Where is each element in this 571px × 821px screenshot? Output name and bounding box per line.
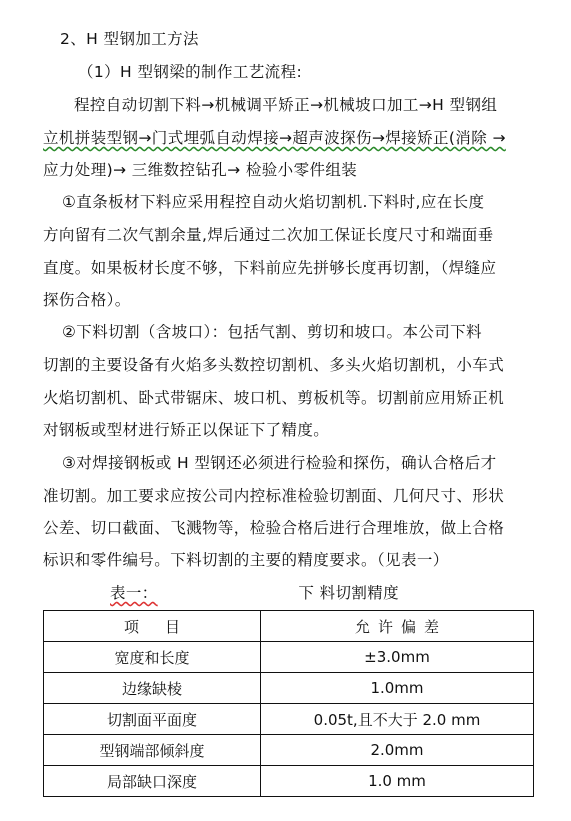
flow-line-2 [0, 128, 571, 148]
table-cell-tolerance: 1.0mm [261, 673, 534, 704]
para-2-line-1: ②下料切割（含坡口）：包括气割、剪切和坡口。本公司下料 [62, 323, 482, 341]
table-cell-item: 局部缺口深度 [44, 766, 261, 797]
tolerance-table [43, 610, 534, 797]
table-caption-row [0, 583, 571, 603]
table-row [44, 704, 534, 735]
table-header-row [44, 611, 534, 642]
table-cell-tolerance: ±3.0mm [261, 642, 534, 673]
para-1-line-4: 探伤合格）。 [43, 291, 131, 309]
flow-line-1: 程控自动切割下料→机械调平矫正→机械坡口加工→H 型钢组 [74, 96, 498, 114]
para-3-line-4: 标识和零件编号。下料切割的主要的精度要求。（见表一） [43, 551, 449, 569]
para-3-line-3: 公差、切口截面、飞溅物等，检验合格后进行合理堆放，做上合格 [43, 519, 505, 537]
table-cell-item: 型钢端部倾斜度 [44, 735, 261, 766]
para-1-line-2: 方向留有二次气割余量,焊后通过二次加工保证长度尺寸和端面垂 [43, 226, 494, 244]
table-row [44, 642, 534, 673]
table-row [44, 673, 534, 704]
para-1-line-3: 直度。如果板材长度不够，下料前应先拼够长度再切割，（焊缝应 [43, 259, 497, 277]
subsection-heading: （1）H 型钢梁的制作工艺流程: [78, 63, 303, 81]
header-tolerance: 允许偏差 [261, 611, 534, 642]
para-2-line-2: 切割的主要设备有火焰多头数控切割机、多头火焰切割机，小车式 [43, 356, 505, 374]
table-cell-item: 切割面平面度 [44, 704, 261, 735]
table-cell-tolerance: 1.0 mm [261, 766, 534, 797]
table-label: 表一： [110, 584, 158, 602]
para-2-line-4: 对钢板或型材进行矫正以保证下了精度。 [43, 421, 330, 439]
table-row [44, 766, 534, 797]
para-3-line-1: ③对焊接钢板或 H 型钢还必须进行检验和探伤，确认合格后才 [62, 454, 497, 472]
para-3-line-2: 准切割。加工要求应按公司内控标准检验切割面、几何尺寸、形状 [43, 487, 505, 505]
header-item: 项目 [44, 611, 261, 642]
section-heading: 2、H 型钢加工方法 [60, 30, 199, 48]
flow-line-3: 应力处理)→ 三维数控钻孔→ 检验小零件组装 [43, 161, 358, 179]
table-cell-tolerance: 2.0mm [261, 735, 534, 766]
para-2-line-3: 火焰切割机、卧式带锯床、坡口机、剪板机等。切割前应用矫正机 [43, 389, 505, 407]
table-row [44, 735, 534, 766]
table-cell-tolerance: 0.05t,且不大于 2.0 mm [261, 704, 534, 735]
flow-line-2-text: 立机拼装型钢→门式埋弧自动焊接→超声波探伤→焊接矫正(消除 → [43, 129, 506, 147]
table-cell-item: 边缘缺棱 [44, 673, 261, 704]
table-cell-item: 宽度和长度 [44, 642, 261, 673]
para-1-line-1: ①直条板材下料应采用程控自动火焰切割机.下料时,应在长度 [62, 193, 485, 211]
table-title: 下 料切割精度 [298, 584, 400, 602]
